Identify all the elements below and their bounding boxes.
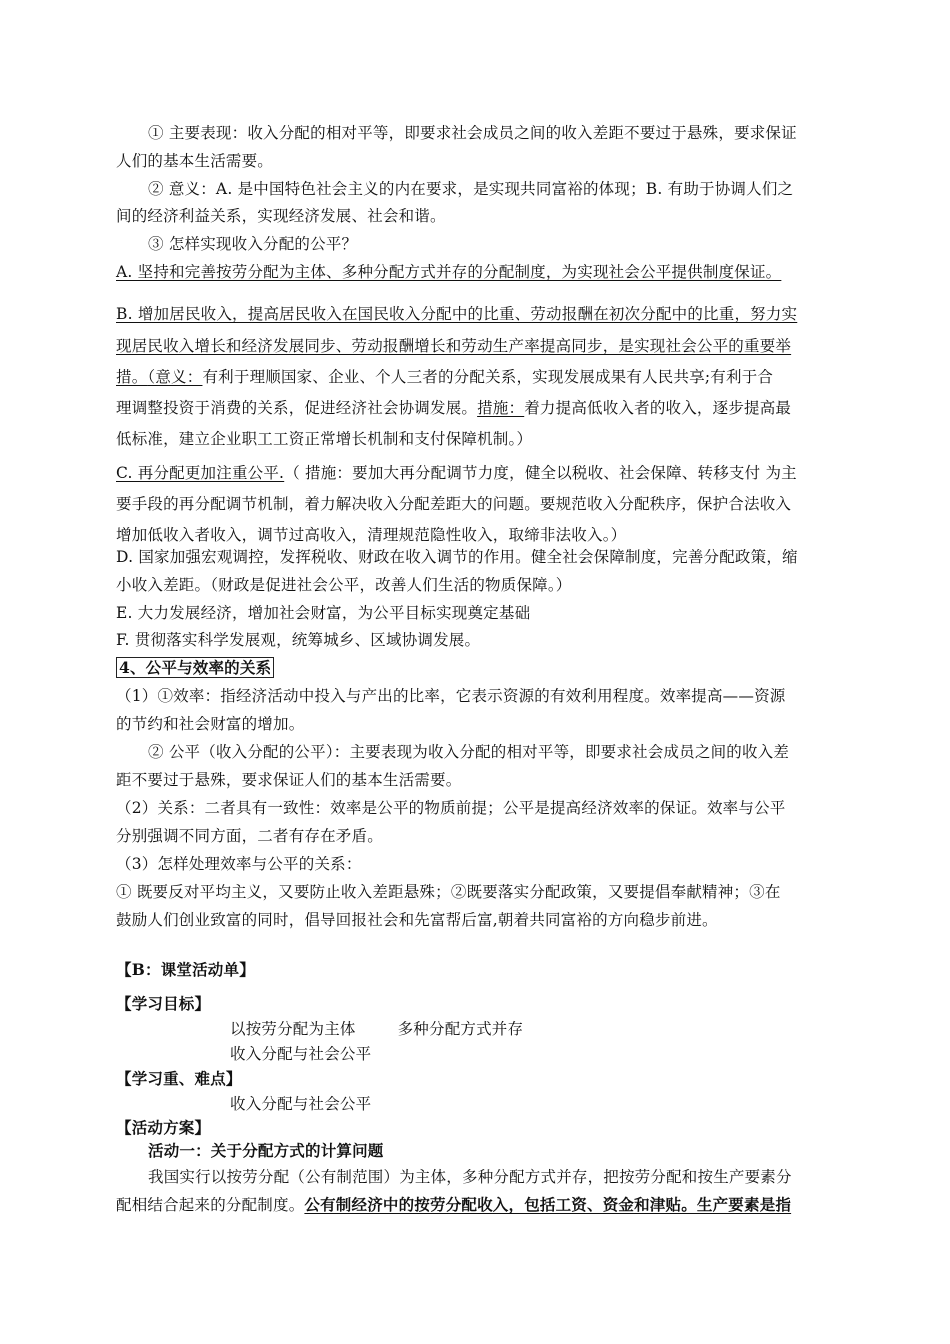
fairness-line1: ② 公平（收入分配的公平）：主要表现为收入分配的相对平等，即要求社会成员之间的收入差 <box>148 743 790 761</box>
handling-title: （3）怎样处理效率与公平的关系： <box>116 855 362 873</box>
measure-c-line3: 增加低收入者收入，调节过高收入，清理规范隐性收入，取缔非法收入。） <box>116 526 627 544</box>
goal-1a: 以按劳分配为主体 <box>230 1020 356 1038</box>
meaning-label: （意义： <box>147 368 203 386</box>
relation-line2: 分别强调不同方面，二者有存在矛盾。 <box>116 827 383 845</box>
section4-heading: 4、公平与效率的关系 <box>116 657 274 678</box>
handling-line1: ① 既要反对平均主义，又要防止收入差距悬殊；②既要落实分配政策，又要提倡奉献精神；③在 <box>116 883 781 901</box>
learning-goal-1 <box>230 1018 830 1040</box>
efficiency-line2: 的节约和社会财富的增加。 <box>116 715 305 733</box>
measure-c-text: （ 措施：要加大再分配调节力度，健全以税收、社会保障、转移支付 为主 <box>284 464 797 482</box>
learning-goal-2: 收入分配与社会公平 <box>230 1045 372 1063</box>
handling-line2: 鼓励人们创业致富的同时，倡导回报社会和先富帮后富,朝着共同富裕的方向稳步前进。 <box>116 911 718 929</box>
section4-heading-line <box>116 657 840 679</box>
measure-b-line2: 现居民收入增长和经济发展同步、劳动报酬增长和劳动生产率提高同步，是实现社会公平的重要举 <box>116 337 792 355</box>
goal-1b: 多种分配方式并存 <box>397 1020 524 1038</box>
significance-line1: ② 意义：A. 是中国特色社会主义的内在要求，是实现共同富裕的体现；B. 有助于协调人们之 <box>148 180 794 198</box>
measure-b-line3 <box>116 366 840 388</box>
measure-e: E. 大力发展经济，增加社会财富，为公平目标实现奠定基础 <box>116 604 531 622</box>
meaning-text-cont: 理调整投资于消费的关系，促进经济社会协调发展。 <box>116 399 478 417</box>
para-line2-emphasis: 公有制经济中的按劳分配收入，包括工资、资金和津贴。生产要素是指 <box>304 1195 792 1214</box>
measure-b-line4 <box>116 397 840 419</box>
measure-f: F. 贯彻落实科学发展观，统筹城乡、区域协调发展。 <box>116 631 481 649</box>
activity-1-title: 活动一：关于分配方式的计算问题 <box>148 1141 384 1160</box>
activity-1-para-line2 <box>116 1194 840 1216</box>
measure-a: A. 坚持和完善按劳分配为主体、多种分配方式并存的分配制度，为实现社会公平提供制度保证。 <box>116 263 782 281</box>
fairness-line2: 距不要过于悬殊，要求保证人们的基本生活需要。 <box>116 771 462 789</box>
meaning-text: 有利于理顺国家、企业、个人三者的分配关系，实现发展成果有人民共享;有利于合 <box>202 368 774 386</box>
main-manifestation-line2: 人们的基本生活需要。 <box>116 152 274 170</box>
significance-line2: 间的经济利益关系，实现经济发展、社会和谐。 <box>116 207 446 225</box>
key-points-title: 【学习重、难点】 <box>116 1069 242 1088</box>
relation-line1: （2）关系：二者具有一致性：效率是公平的物质前提；公平是提高经济效率的保证。效率与公平 <box>116 799 786 817</box>
efficiency-line1: （1）①效率：指经济活动中投入与产出的比率，它表示资源的有效利用程度。效率提高——资源 <box>116 687 786 705</box>
learning-goals-title: 【学习目标】 <box>116 994 211 1013</box>
part-b-title: 【B：课堂活动单】 <box>116 960 255 979</box>
measure-d-line2: 小收入差距。（财政是促进社会公平，改善人们生活的物质保障。） <box>116 576 572 594</box>
measure-b-line1: B. 增加居民收入，提高居民收入在国民收入分配中的比重、劳动报酬在初次分配中的比重，努力实 <box>116 305 798 323</box>
measure-c-line2: 要手段的再分配调节机制，着力解决收入分配差距大的问题。要规范收入分配秩序，保护合法收入 <box>116 495 792 513</box>
measures-text: 着力提高低收入者的收入，逐步提高最 <box>524 399 792 417</box>
activity-plan-title: 【活动方案】 <box>116 1118 211 1137</box>
key-point-1: 收入分配与社会公平 <box>230 1095 372 1113</box>
how-to-question: ③ 怎样实现收入分配的公平？ <box>148 235 358 253</box>
activity-1-para-line1: 我国实行以按劳分配（公有制范围）为主体，多种分配方式并存，把按劳分配和按生产要素分 <box>148 1168 792 1186</box>
measures-label: 措施： <box>477 399 525 417</box>
measure-d-line1: D. 国家加强宏观调控，发挥税收、财政在收入调节的作用。健全社会保障制度，完善分配政策，缩 <box>116 548 798 566</box>
measure-c-title: C. 再分配更加注重公平. <box>116 464 285 482</box>
measure-b-end: 措。 <box>116 368 148 386</box>
measure-c-line1 <box>116 462 840 484</box>
measure-b-line5: 低标准，建立企业职工工资正常增长机制和支付保障机制。） <box>116 430 533 448</box>
para-line2-text: 配相结合起来的分配制度。 <box>116 1196 305 1214</box>
main-manifestation-line1: ① 主要表现：收入分配的相对平等，即要求社会成员之间的收入差距不要过于悬殊，要求保证 <box>148 124 797 142</box>
